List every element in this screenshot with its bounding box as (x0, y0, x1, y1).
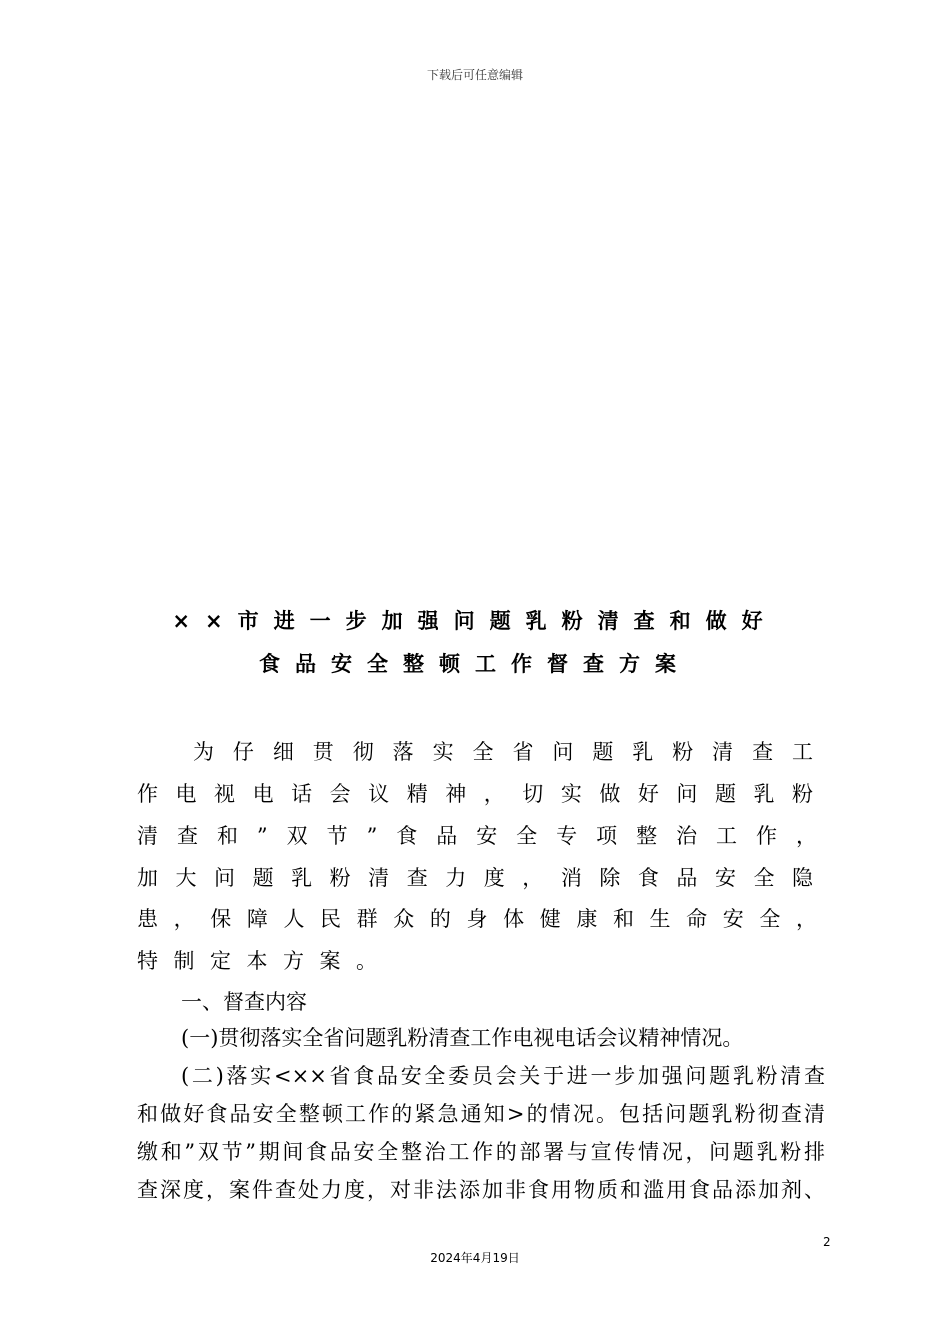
item-2-line-1: (二)落实<××省食品安全委员会关于进一步加强问题乳粉清查 (181, 1064, 825, 1088)
section-1-heading: 一、督查内容 (181, 990, 307, 1014)
intro-line-6: 特制定本方案。 (137, 949, 377, 973)
intro-line-4: 加大问题乳粉清查力度，消除食品安全隐 (137, 866, 813, 890)
page-number: 2 (823, 1235, 831, 1249)
item-2-line-4: 查深度，案件查处力度，对非法添加非食用物质和滥用食品添加剂、 (137, 1178, 825, 1202)
item-2-line-3: 缴和”双节”期间食品安全整治工作的部署与宣传情况，问题乳粉排 (137, 1140, 825, 1164)
document-title-line-1: ××市进一步加强问题乳粉清查和做好 (172, 609, 778, 633)
item-2-line-2: 和做好食品安全整顿工作的紧急通知>的情况。包括问题乳粉彻查清 (137, 1102, 825, 1126)
intro-line-3: 清查和”双节”食品安全专项整治工作， (137, 824, 817, 848)
footer-date: 2024年4月19日 (430, 1251, 520, 1265)
intro-line-5: 患，保障人民群众的身体健康和生命安全， (137, 907, 817, 931)
intro-line-2: 作电视电话会议精神，切实做好问题乳粉 (137, 782, 813, 806)
header-note: 下载后可任意编辑 (426, 68, 523, 82)
item-1: (一)贯彻落实全省问题乳粉清查工作电视电话会议精神情况。 (181, 1026, 744, 1050)
intro-line-1: 为仔细贯彻落实全省问题乳粉清查工 (193, 740, 813, 764)
document-title-line-2: 食品安全整顿工作督查方案 (259, 652, 691, 676)
